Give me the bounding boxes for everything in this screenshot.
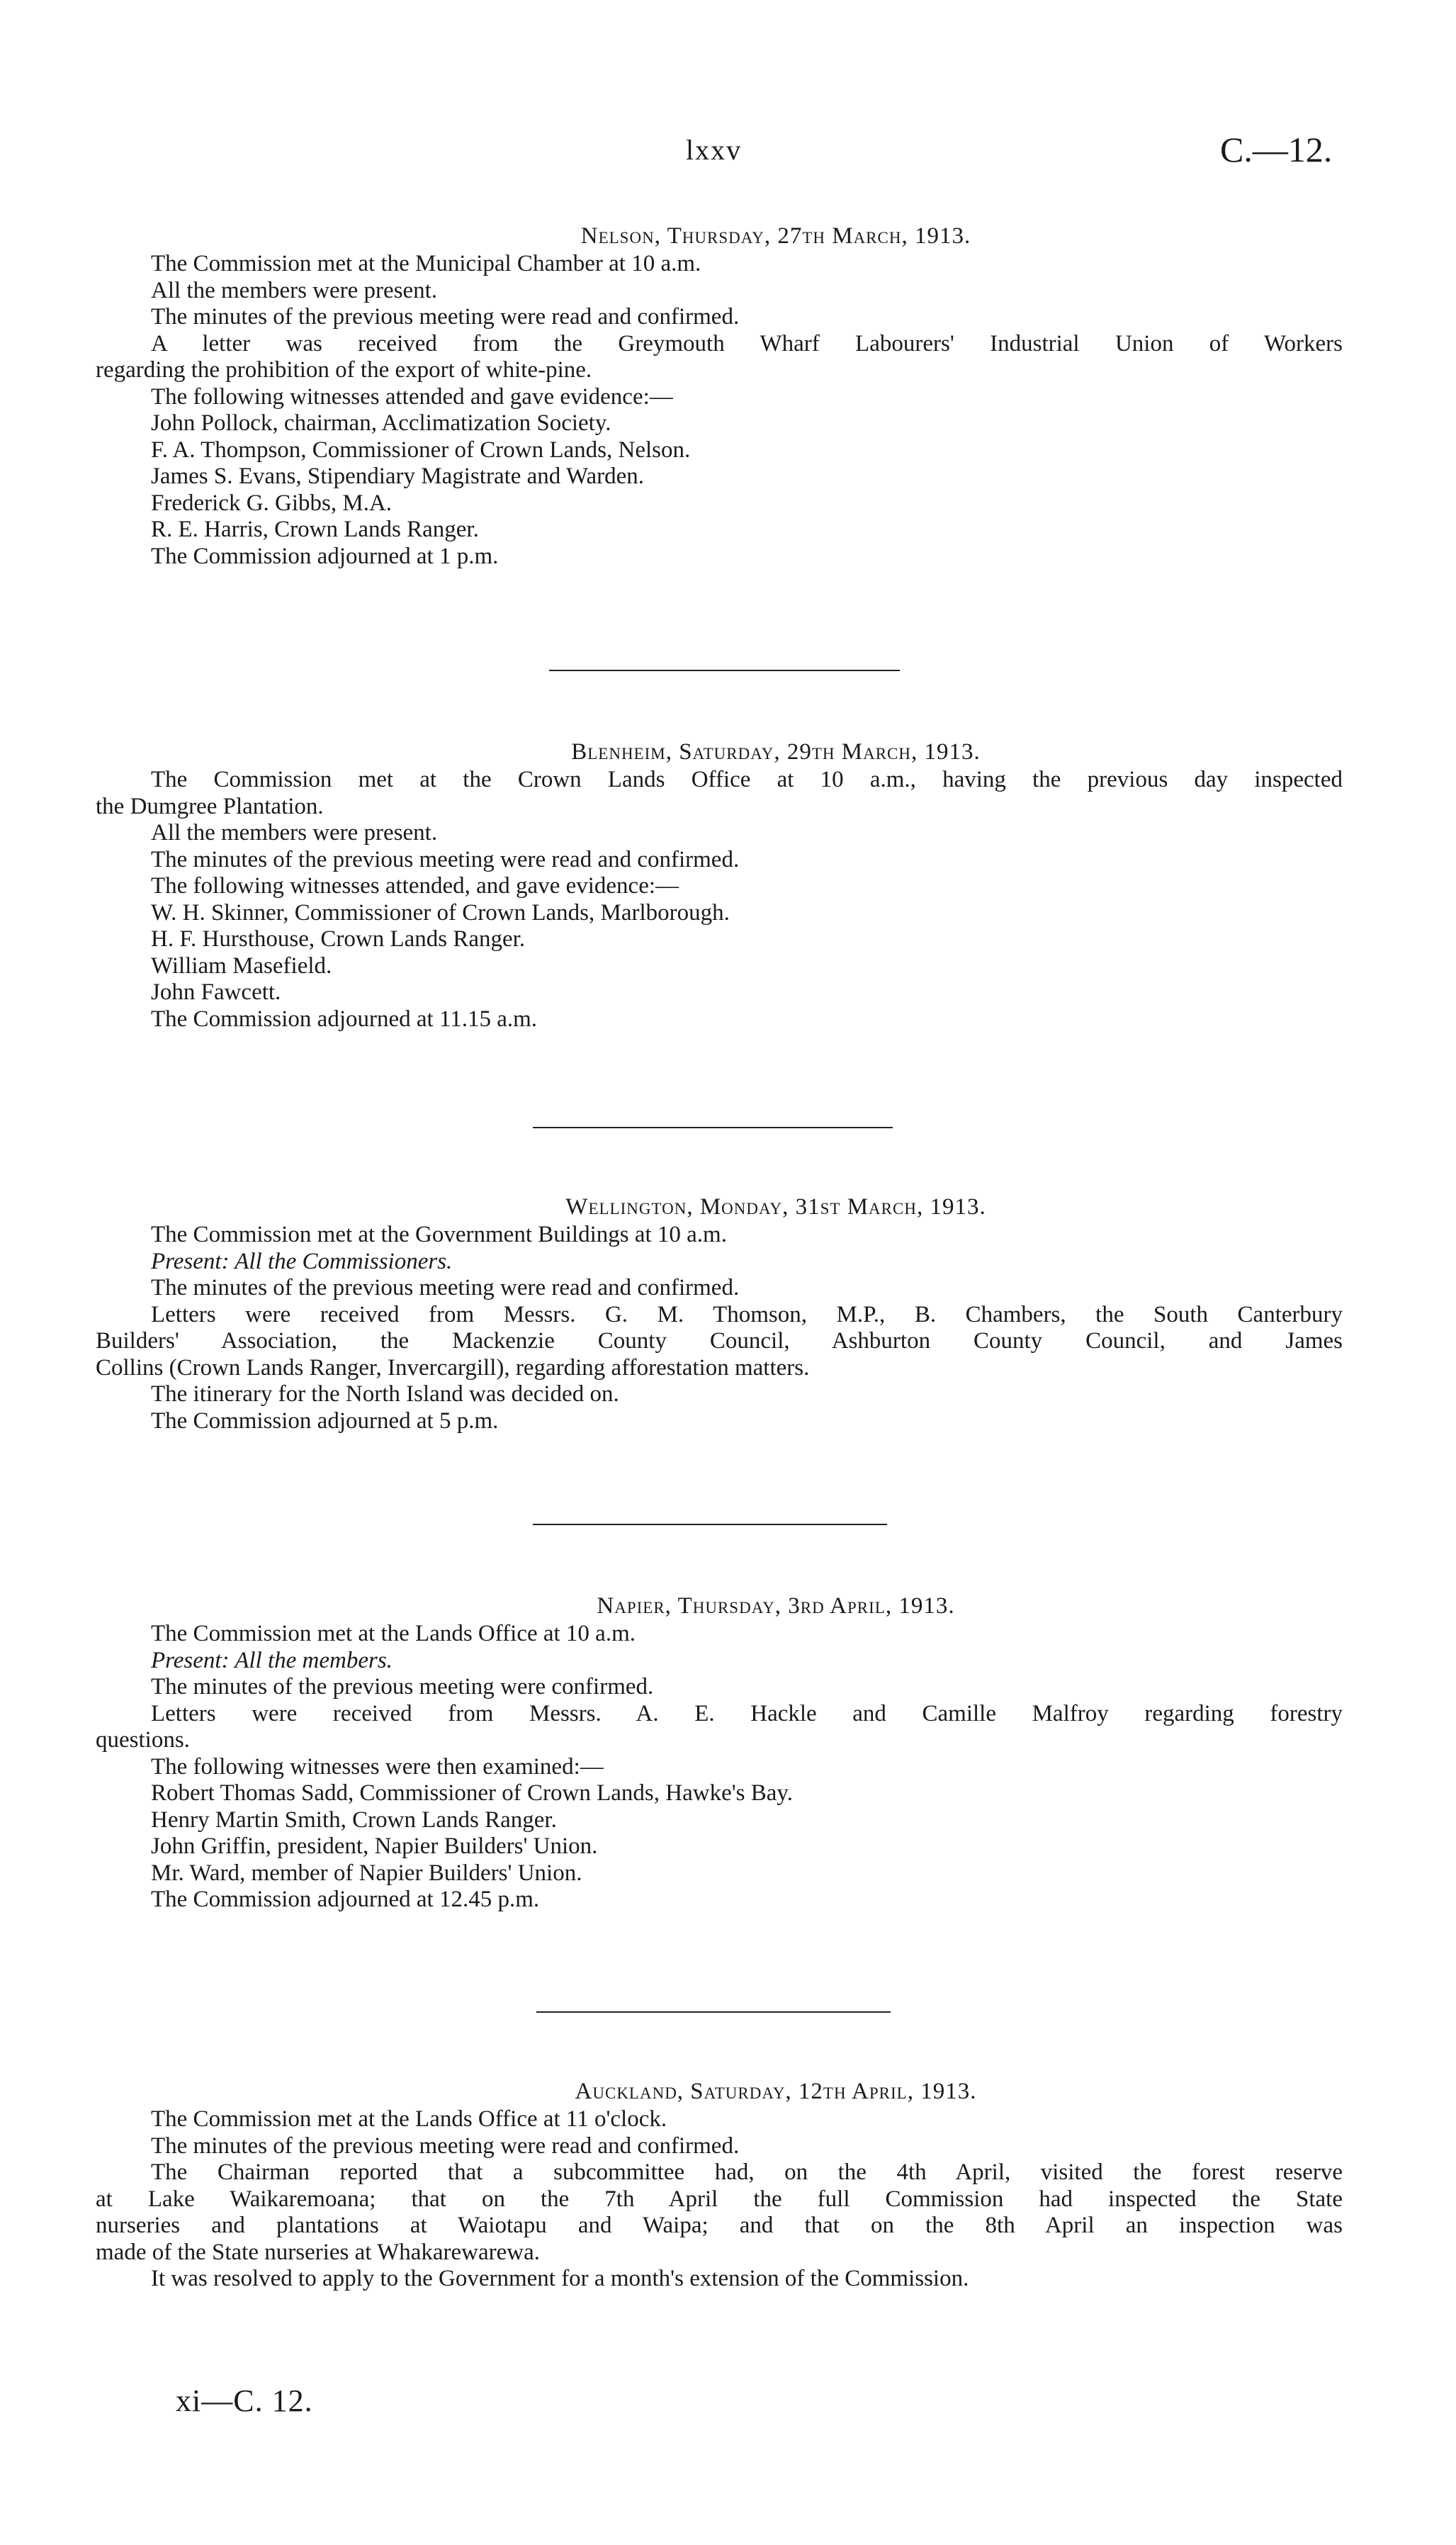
witness-line: Robert Thomas Sadd, Commissioner of Crown Lands, Hawke's Bay. <box>151 1780 794 1806</box>
section-divider <box>533 1127 893 1128</box>
section-heading: Blenheim, Saturday, 29th March, 1913. <box>571 739 981 765</box>
witness-line: F. A. Thompson, Commissioner of Crown Lands, Nelson. <box>151 437 691 463</box>
section-divider <box>533 1524 887 1525</box>
witness-line: John Griffin, president, Napier Builders' Union. <box>151 1833 598 1859</box>
minute-line: Builders' Association, the Mackenzie County Council, Ashburton County Council, and James <box>96 1328 1343 1354</box>
minute-line: The Commission met at the Municipal Chamber at 10 a.m. <box>151 251 701 276</box>
section-divider <box>536 2011 891 2013</box>
section-heading: Wellington, Monday, 31st March, 1913. <box>565 1194 986 1220</box>
minute-line: made of the State nurseries at Whakarewarewa. <box>96 2239 541 2265</box>
document-reference: C.—12. <box>1220 130 1333 169</box>
section-heading: Nelson, Thursday, 27th March, 1913. <box>580 223 971 249</box>
signature-mark: xi—C. 12. <box>176 2383 313 2418</box>
section-nelson <box>96 221 1343 570</box>
minute-line: Collins (Crown Lands Ranger, Invercargill), regarding afforestation matters. <box>96 1354 810 1381</box>
minute-line: The itinerary for the North Island was decided on. <box>151 1381 619 1407</box>
minute-line: The minutes of the previous meeting were read and confirmed. <box>151 846 740 872</box>
section-heading: Auckland, Saturday, 12th April, 1913. <box>575 2079 977 2104</box>
witness-line: Henry Martin Smith, Crown Lands Ranger. <box>151 1807 557 1833</box>
minute-line: Letters were received from Messrs. G. M. Thomson, M.P., B. Chambers, the South Canterbury <box>151 1301 1343 1327</box>
witness-line: William Masefield. <box>151 953 332 979</box>
minute-line: questions. <box>96 1727 190 1753</box>
minute-line: regarding the prohibition of the export of white-pine. <box>96 357 592 383</box>
minute-line: The Chairman reported that a subcommittee had, on the 4th April, visited the forest reserve <box>151 2159 1343 2185</box>
section-heading: Napier, Thursday, 3rd April, 1913. <box>597 1593 955 1619</box>
minute-line: A letter was received from the Greymouth Wharf Labourers' Industrial Union of Workers <box>151 330 1343 356</box>
minute-line: The following witnesses attended, and gave evidence:— <box>151 873 679 899</box>
witness-line: Mr. Ward, member of Napier Builders' Union. <box>151 1860 582 1886</box>
witness-line: W. H. Skinner, Commissioner of Crown Lands, Marlborough. <box>151 899 730 926</box>
minute-line: The following witnesses were then examined:— <box>151 1753 604 1780</box>
witness-line: John Pollock, chairman, Acclimatization Society. <box>151 410 611 436</box>
witness-line: Frederick G. Gibbs, M.A. <box>151 490 393 516</box>
minute-line: The Commission met at the Crown Lands Office at 10 a.m., having the previous day inspected <box>151 767 1343 792</box>
minute-line: The Commission met at the Lands Office at 10 a.m. <box>151 1621 636 1646</box>
minute-line: The Commission adjourned at 11.15 a.m. <box>151 1006 538 1032</box>
minute-line: at Lake Waikaremoana; that on the 7th April the full Commission had inspected the State <box>96 2186 1343 2212</box>
minute-line: All the members were present. <box>151 820 438 845</box>
minute-line: All the members were present. <box>151 277 438 303</box>
minute-line: The Commission met at the Lands Office at 11 o'clock. <box>151 2106 667 2132</box>
section-napier <box>96 1591 1343 1914</box>
minute-line: The following witnesses attended and gave evidence:— <box>151 383 673 410</box>
section-auckland <box>96 2077 1343 2293</box>
minute-line: The Commission adjourned at 5 p.m. <box>151 1408 499 1434</box>
witness-line: R. E. Harris, Crown Lands Ranger. <box>151 517 479 542</box>
page-header <box>0 130 1456 176</box>
minute-line: The minutes of the previous meeting were read and confirmed. <box>151 1275 740 1300</box>
minute-line: The minutes of the previous meeting were read and confirmed. <box>151 2133 740 2159</box>
minute-line: the Dumgree Plantation. <box>96 793 324 819</box>
minute-line: nurseries and plantations at Waiotapu and Waipa; and that on the 8th April an inspection was <box>96 2213 1343 2238</box>
minute-line: Letters were received from Messrs. A. E. Hackle and Camille Malfroy regarding forestry <box>151 1700 1343 1726</box>
minute-line: The minutes of the previous meeting were read and confirmed. <box>151 304 740 330</box>
section-wellington <box>96 1192 1343 1434</box>
minute-line: Present: All the members. <box>151 1647 393 1673</box>
witness-line: H. F. Hursthouse, Crown Lands Ranger. <box>151 926 526 952</box>
section-divider <box>549 670 900 671</box>
minute-line: The minutes of the previous meeting were confirmed. <box>151 1674 654 1700</box>
page-number: lxxv <box>686 134 743 166</box>
minute-line: The Commission adjourned at 12.45 p.m. <box>151 1887 540 1912</box>
minute-line: The Commission met at the Government Buildings at 10 a.m. <box>151 1222 727 1247</box>
witness-line: James S. Evans, Stipendiary Magistrate and Warden. <box>151 464 644 489</box>
minute-line: The Commission adjourned at 1 p.m. <box>151 543 499 569</box>
witness-line: John Fawcett. <box>151 979 281 1005</box>
minute-line: It was resolved to apply to the Government for a month's extension of the Commission. <box>151 2266 969 2291</box>
section-blenheim <box>96 737 1343 1033</box>
minute-line: Present: All the Commissioners. <box>151 1248 453 1274</box>
